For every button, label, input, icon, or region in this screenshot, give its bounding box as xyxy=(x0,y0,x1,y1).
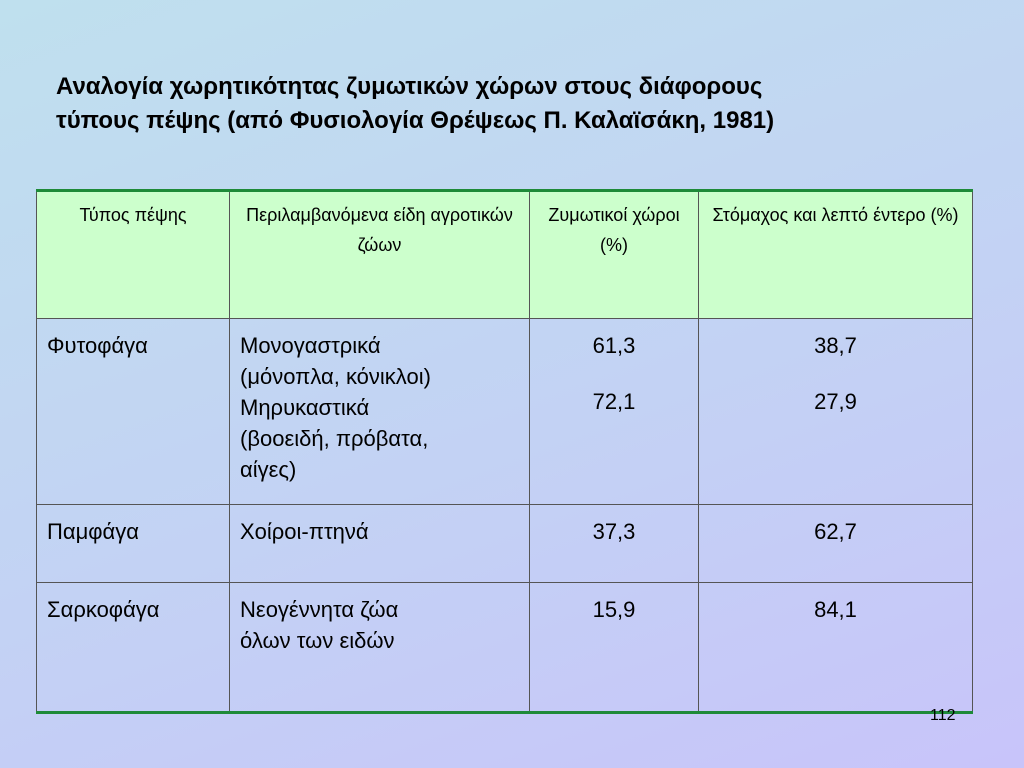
species-line: Μονογαστρικά xyxy=(240,333,381,358)
stomach-value: 27,9 xyxy=(814,389,857,414)
species-line: Μηρυκαστικά xyxy=(240,395,370,420)
cell-animal-species xyxy=(230,319,530,505)
cell-digestion-type: Φυτοφάγα xyxy=(37,319,230,505)
cell-digestion-type: Παμφάγα xyxy=(37,505,230,583)
cell-fermentation-percent xyxy=(530,319,699,505)
cell-stomach-percent: 62,7 xyxy=(699,505,973,583)
fermentation-value: 72,1 xyxy=(592,389,636,414)
cell-stomach-percent: 84,1 xyxy=(699,583,973,713)
cell-animal-species: Χοίροι-πτηνά xyxy=(230,505,530,583)
header-animal-species: Περιλαμβανόμενα είδη αγροτικών ζώων xyxy=(230,191,530,319)
digestion-table-container xyxy=(36,189,972,714)
species-line: όλων των ειδών xyxy=(240,628,395,653)
slide-title-line-1: Αναλογία χωρητικότητας ζυμωτικών χώρων στους διάφορους xyxy=(56,73,763,100)
table-row xyxy=(37,583,973,713)
table-row xyxy=(37,505,973,583)
digestion-table xyxy=(36,189,973,714)
species-line: αίγες) xyxy=(240,457,297,482)
stomach-value: 38,7 xyxy=(814,333,857,358)
header-digestion-type: Τύπος πέψης xyxy=(37,191,230,319)
table-header-row xyxy=(37,191,973,319)
cell-fermentation-percent: 37,3 xyxy=(530,505,699,583)
cell-stomach-percent xyxy=(699,319,973,505)
cell-digestion-type: Σαρκοφάγα xyxy=(37,583,230,713)
species-line: Νεογέννητα ζώα xyxy=(240,597,399,622)
table-row xyxy=(37,319,973,505)
header-fermentation-chambers: Ζυμωτικοί χώροι (%) xyxy=(530,191,699,319)
page-number: 112 xyxy=(930,707,956,724)
header-stomach-small-intestine: Στόμαχος και λεπτό έντερο (%) xyxy=(699,191,973,319)
cell-animal-species xyxy=(230,583,530,713)
species-line: (μόνοπλα, κόνικλοι) xyxy=(240,364,431,389)
fermentation-value: 61,3 xyxy=(592,333,636,358)
slide-title xyxy=(56,70,956,138)
species-line: (βοοειδή, πρόβατα, xyxy=(240,426,429,451)
slide-title-line-2: τύπους πέψης (από Φυσιολογία Θρέψεως Π. Καλαϊσάκη, 1981) xyxy=(56,107,775,134)
cell-fermentation-percent: 15,9 xyxy=(530,583,699,713)
